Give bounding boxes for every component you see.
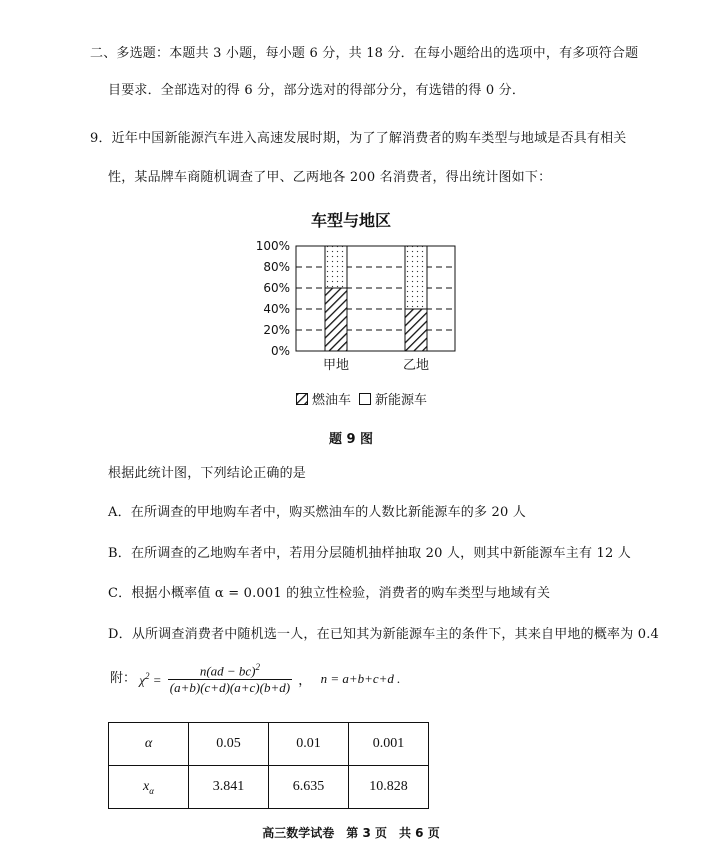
formula-fraction: $\frac{n(ad - bc)^2}{(a+b)(c+d)(a+c)(b+d)}$ xyxy=(169,662,291,696)
y-tick-label: 80% xyxy=(263,260,290,274)
question-stem-line2: 性，某品牌车商随机调查了甲、乙两地各 200 名消费者，得出统计图如下： xyxy=(108,170,552,185)
table-cell: 10.828 xyxy=(349,766,429,809)
formula-prefix: 附： xyxy=(110,670,137,686)
x-tick-label: 乙地 xyxy=(402,358,430,373)
section-heading-line2: 目要求．全部选对的得 6 分，部分选对的得部分分，有选错的得 0 分． xyxy=(108,83,526,98)
y-tick-label: 100% xyxy=(255,239,290,253)
plot-frame xyxy=(296,246,455,351)
option-c: C．根据小概率值 α = 0.001 的独立性检验，消费者的购车类型与地域有关 xyxy=(108,586,551,601)
formula-chi: $\chi^2$ = xyxy=(139,670,162,687)
table-cell: α xyxy=(109,723,189,766)
option-b: B．在所调查的乙地购车者中，若用分层随机抽样抽取 20 人，则其中新能源车主有 12 人 xyxy=(108,546,631,561)
figure-caption: 题 9 图 xyxy=(328,432,374,447)
y-tick-label: 20% xyxy=(263,323,290,337)
formula-sep: ， xyxy=(298,672,312,688)
table-cell: 0.001 xyxy=(349,723,429,766)
y-tick-label: 0% xyxy=(270,344,290,358)
critical-value-table xyxy=(108,722,429,809)
section-heading-line1: 二、多选题：本题共 3 小题，每小题 6 分，共 18 分．在每小题给出的选项中，有多项符合题 xyxy=(90,46,639,61)
formula-n-def: n = a+b+c+d . xyxy=(320,671,401,687)
table-row xyxy=(109,766,429,809)
table-cell: $x_\alpha$ xyxy=(109,766,189,809)
bar-segment xyxy=(325,246,347,288)
y-tick-label: 60% xyxy=(263,281,290,295)
question-stem-line1: 9．近年中国新能源汽车进入高速发展时期，为了了解消费者的购车类型与地域是否具有相关 xyxy=(90,131,627,146)
x-tick-label: 甲地 xyxy=(322,358,350,373)
bar-segment xyxy=(405,309,427,351)
table-cell: 3.841 xyxy=(189,766,269,809)
bar-segment xyxy=(405,246,427,309)
question-prompt: 根据此统计图，下列结论正确的是 xyxy=(108,466,307,481)
legend-swatch-dots xyxy=(359,393,371,405)
legend-label-fuel: 燃油车 xyxy=(312,393,352,408)
table-cell: 0.05 xyxy=(189,723,269,766)
table-cell: 0.01 xyxy=(269,723,349,766)
legend-label-ev: 新能源车 xyxy=(375,393,428,408)
table-cell: 6.635 xyxy=(269,766,349,809)
chart-title: 车型与地区 xyxy=(310,211,391,230)
legend-swatch-hatch xyxy=(296,393,308,405)
chart-legend xyxy=(296,389,427,408)
stacked-bar-chart xyxy=(250,234,470,374)
option-d: D．从所调查消费者中随机选一人，在已知其为新能源车主的条件下，其来自甲地的概率为 0.4 xyxy=(108,627,660,642)
chi-square-formula xyxy=(110,662,400,696)
y-tick-label: 40% xyxy=(263,302,290,316)
page-footer: 高三数学试卷 第 3 页 共 6 页 xyxy=(262,826,440,840)
bar-segment xyxy=(325,288,347,351)
option-a: A．在所调查的甲地购车者中，购买燃油车的人数比新能源车的多 20 人 xyxy=(108,505,526,520)
table-row xyxy=(109,723,429,766)
